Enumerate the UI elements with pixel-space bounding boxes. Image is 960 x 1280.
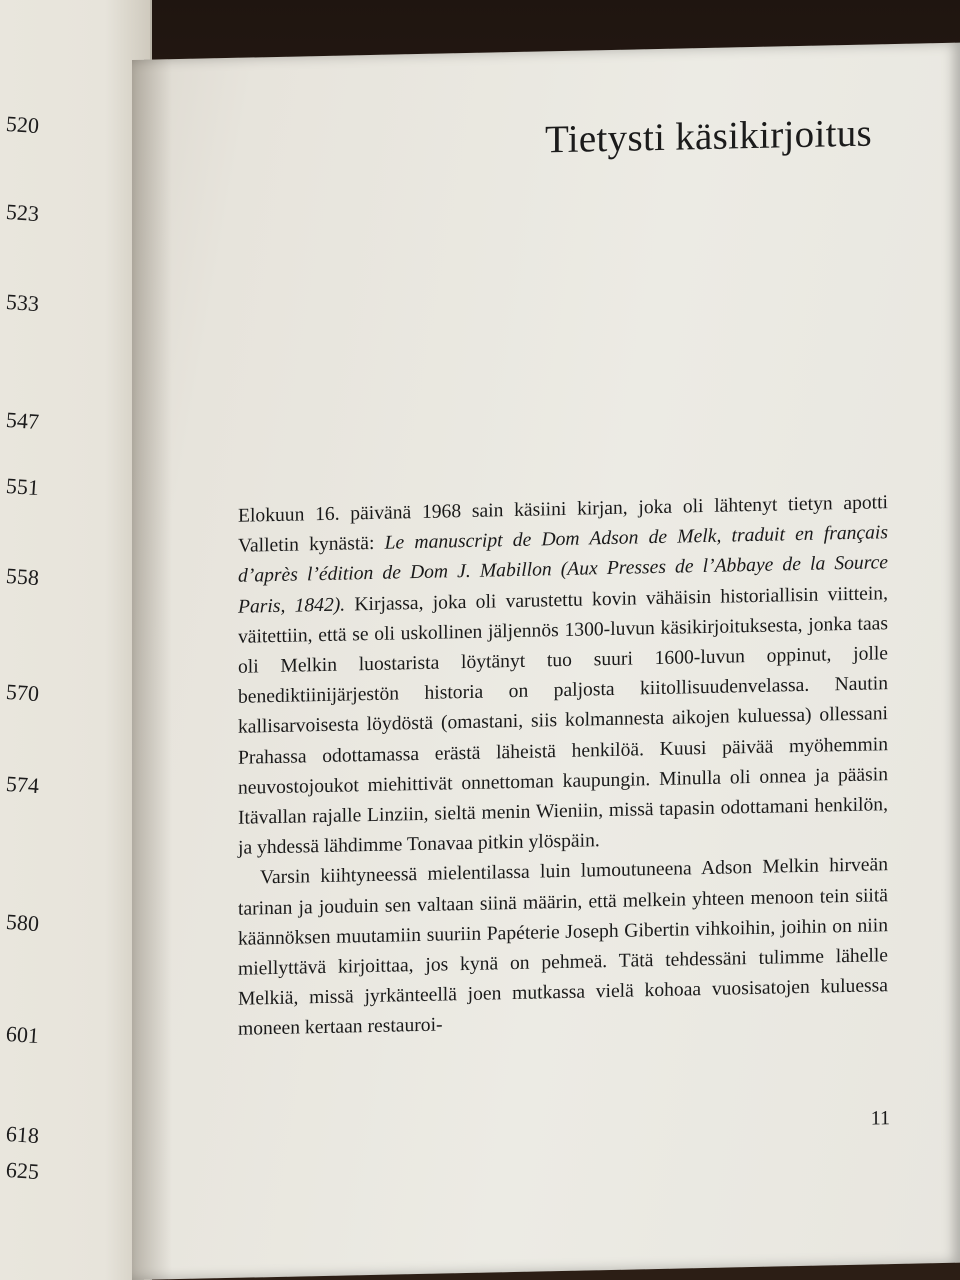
left-page-number: 580: [5, 908, 40, 937]
left-page-number: 558: [5, 562, 40, 591]
left-page-number: 547: [5, 406, 40, 435]
chapter-title: Tietysti käsikirjoitus: [545, 111, 872, 162]
left-page: [0, 0, 152, 1280]
left-page-number: 618: [5, 1120, 40, 1149]
left-page-number: 601: [5, 1020, 40, 1049]
left-page-number: 574: [5, 770, 40, 799]
page-gutter-shadow: [132, 59, 172, 1280]
left-page-number: 520: [5, 110, 40, 139]
right-page: [132, 43, 960, 1280]
left-page-number: 570: [5, 678, 40, 707]
page-number: 11: [870, 1107, 890, 1130]
left-page-number: 551: [5, 472, 40, 501]
paragraph-1-italic-title: Le manuscript de Dom Adson de Melk, traduit en français d’après l’édition de Dom J. Mabillon (Aux Presses de l’Abbaye de la Source Paris, 1842).: [238, 522, 888, 618]
paragraph-1-text-a: Elokuun 16. päivänä 1968 sain käsiini kirjan, joka oli lähtenyt tietyn apotti Valletin kynästä:: [238, 492, 888, 557]
left-page-number: 523: [5, 198, 40, 227]
paragraph-2: Varsin kiihtyneessä mielentilassa luin lumoutuneena Adson Melkin hirveän tarinan ja jouduin sen valtaan siinä määrin, että melkein yhteen menoon tein siitä käännöksen muutamiin suuriin Papéterie Joseph Gibertin vihkoihin, joihin on niin miellyttävä kirjoittaa, jos kynä on pehmeä. Tätä tehdessäni tulimme lähelle Melkiä, missä jyrkänteellä joen mutkassa vielä kohoaa vuosisatojen kuluessa moneen kertaan restauroi-: [238, 854, 888, 1041]
paragraph-1-text-b: Kirjassa, joka oli varustettu kovin vähäisin historiallisin viittein, väitettiin, että se oli uskollinen jäljennös 1300-luvun käsikirjoituksesta, jonka taas oli Melkin luostarista löytänyt tuo suuri 1600-luvun oppinut, jolle benediktiinijärjestön historia on paljosta kiitollisuudenvelassa. Nautin kallisarvoisesta löydöstä (omastani, siis kolmannesta aikojen kuluessa) ollessani Prahassa odottamassa erästä läheistä henkilöä. Kuusi päivää myöhemmin neuvostojoukot miehittivät onnettoman kaupungin. Minulla oli onnea ja pääsin Itävallan rajalle Linziin, sieltä menin Wieniin, missä tapasin odottamani henkilön, ja yhdessä lähdimme Tonavaa pitkin ylöspäin.: [238, 582, 888, 860]
left-page-number: 533: [5, 288, 40, 317]
paragraph-1: [238, 488, 888, 864]
left-page-number: 625: [5, 1156, 40, 1185]
body-text: [238, 488, 888, 1045]
